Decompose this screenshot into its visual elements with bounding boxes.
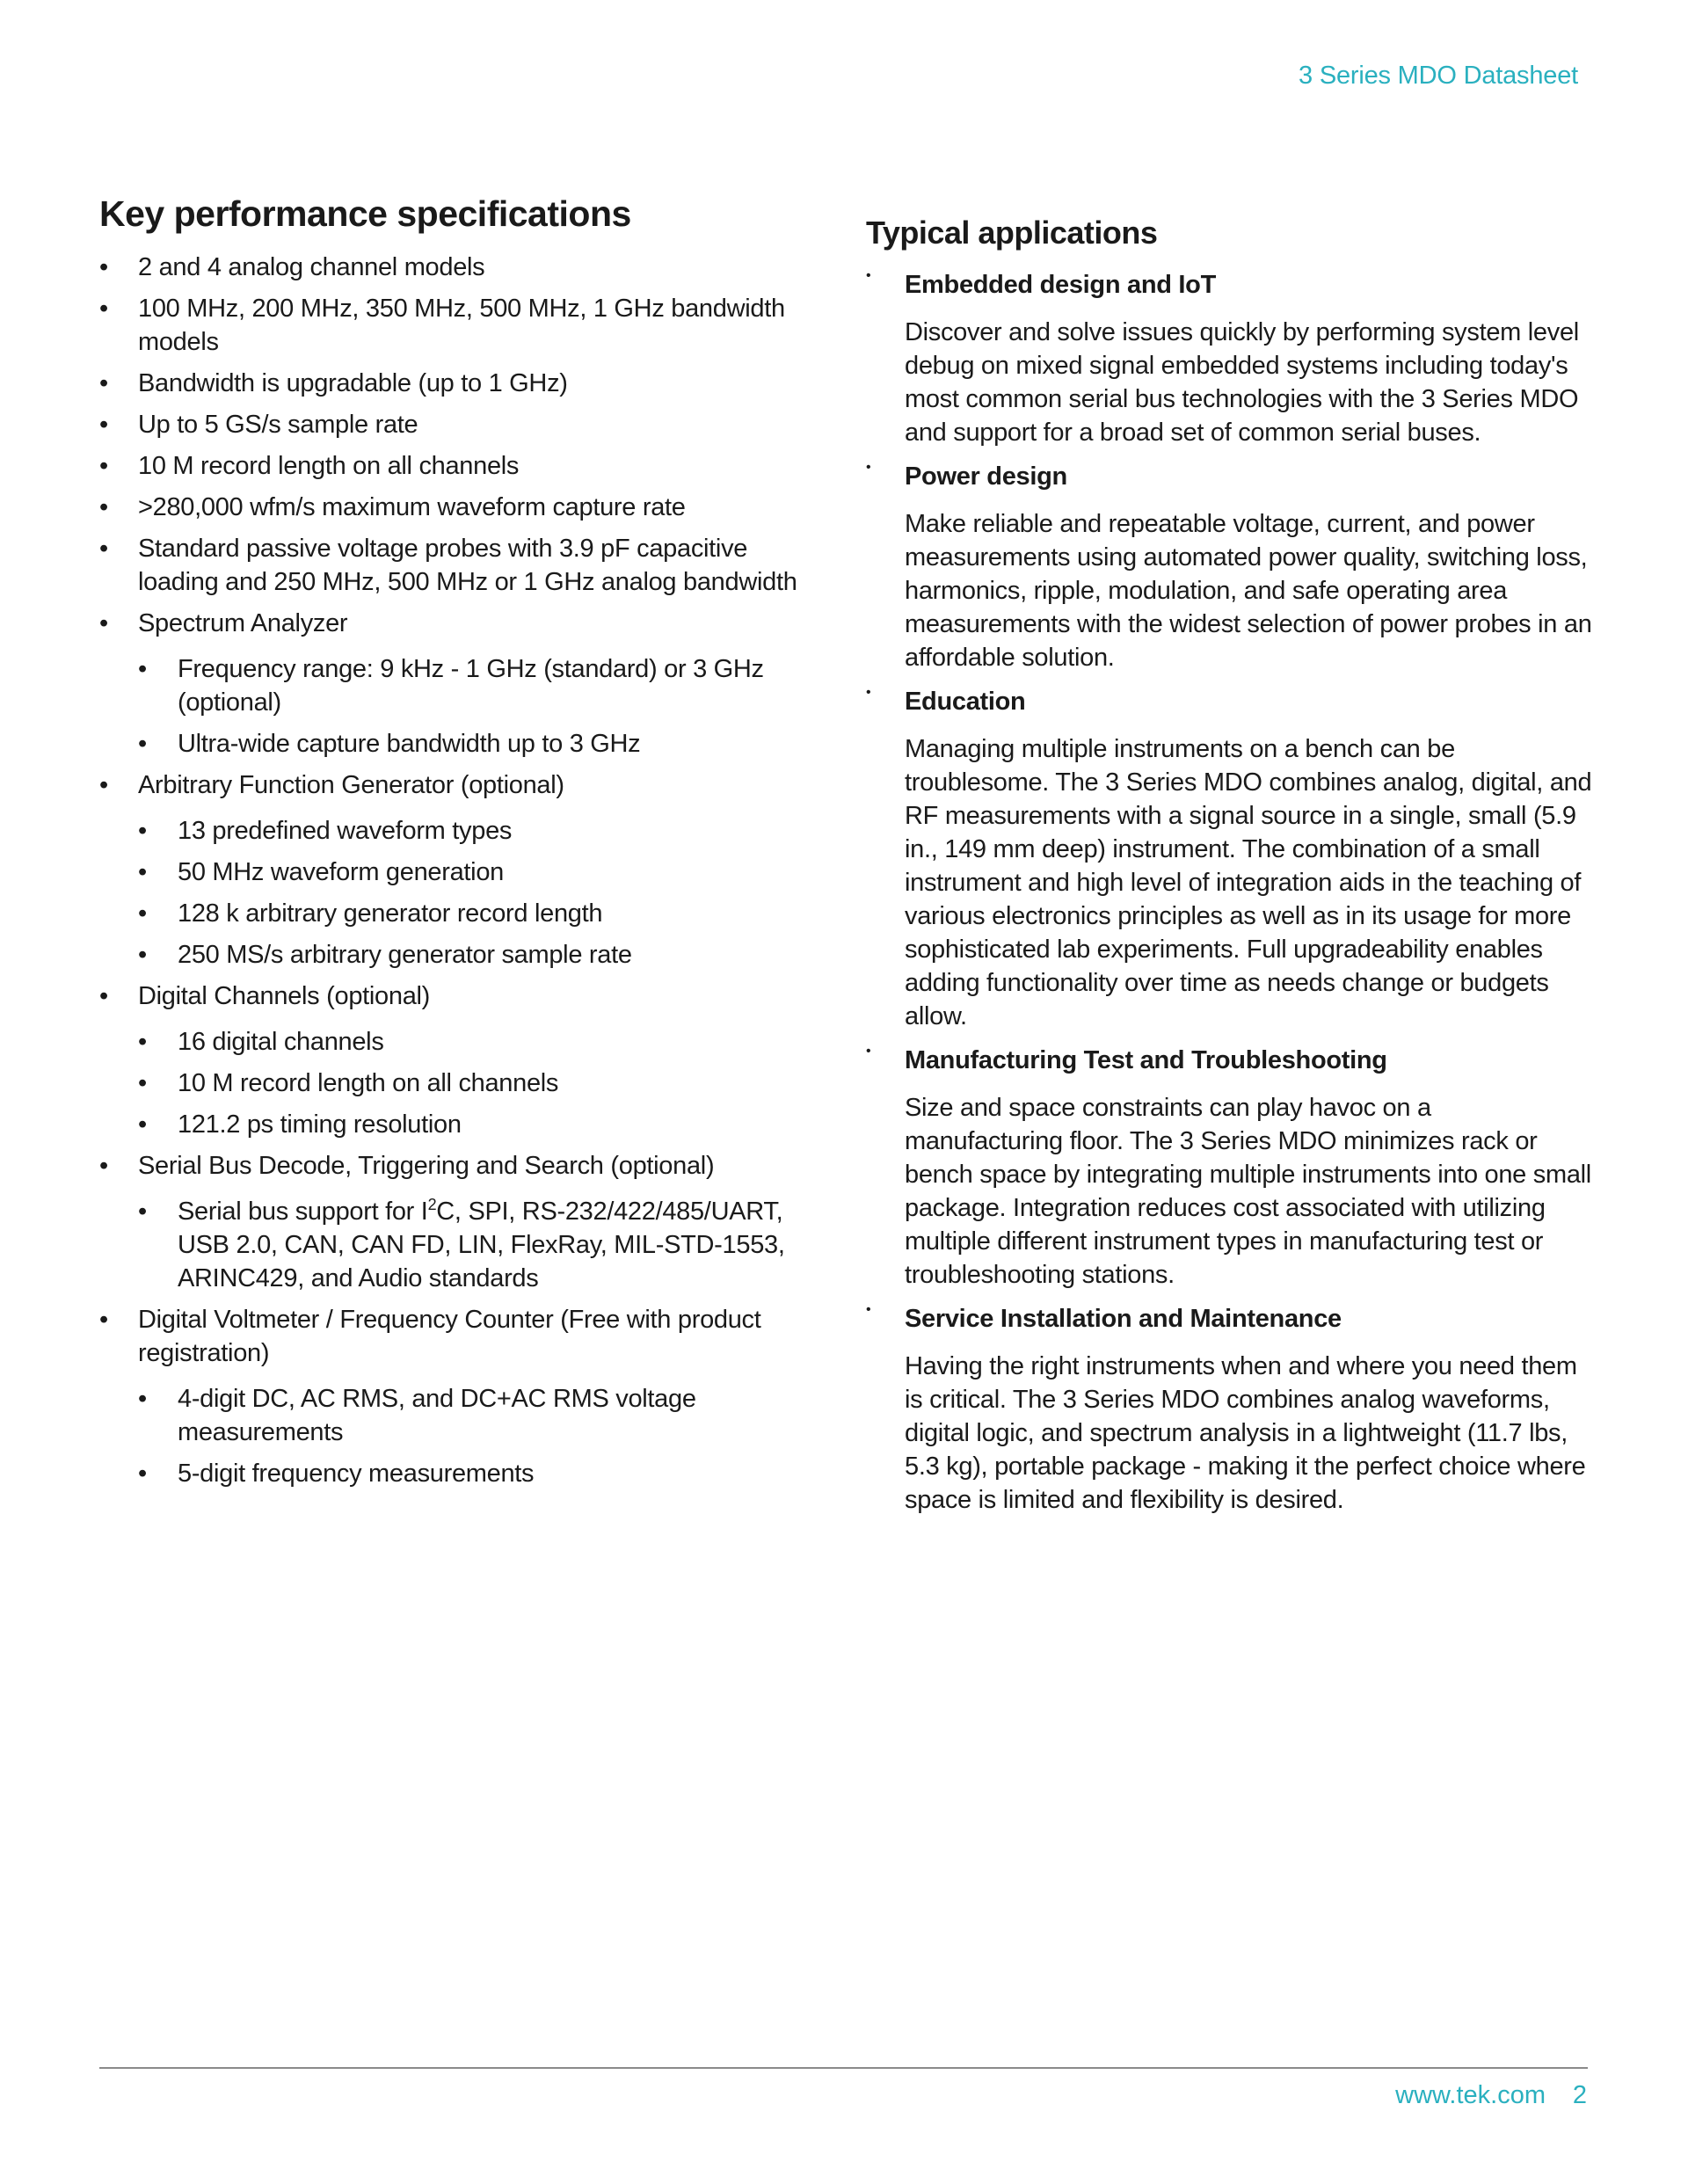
serial-support-superscript: 2	[427, 1196, 437, 1213]
spec-item	[99, 768, 829, 972]
application-title: Power design	[905, 462, 1067, 491]
bullet-marker: •	[138, 1198, 147, 1226]
spec-sub-item-text: Ultra-wide capture bandwidth up to 3 GHz	[178, 730, 641, 758]
document-header-title: 3 Series MDO Datasheet	[1299, 62, 1578, 90]
spec-item-text: 10 M record length on all channels	[138, 452, 520, 480]
spec-sub-item-text: 4-digit DC, AC RMS, and DC+AC RMS voltage measurements	[178, 1385, 696, 1446]
serial-support-prefix: Serial bus support for I	[178, 1198, 428, 1226]
spec-item	[99, 408, 829, 441]
key-specs-list	[99, 251, 829, 1498]
spec-item-text: Up to 5 GS/s sample rate	[138, 411, 418, 439]
spec-item-text: Digital Channels (optional)	[138, 982, 431, 1010]
application-item	[866, 268, 1596, 449]
bullet-marker: •	[866, 1044, 871, 1059]
spec-sub-item-text: 5-digit frequency measurements	[178, 1460, 535, 1488]
bullet-marker: •	[138, 1110, 147, 1139]
spec-sub-item-text: 16 digital channels	[178, 1028, 384, 1056]
spec-sub-item	[138, 814, 829, 848]
spec-sub-item	[138, 1382, 829, 1449]
spec-item-text: Standard passive voltage probes with 3.9 pF capacitive loading and 250 MHz, 500 MHz or 1 GHz analog bandwidth	[138, 535, 797, 596]
bullet-marker: •	[138, 1460, 147, 1488]
application-description: Having the right instruments when and where you need them is critical. The 3 Series MDO combines analog waveforms, digital logic, and spectrum analysis in a lightweight (11.7 lbs, 5.3 kg), portable package - making it the perfect choice where space is limited and flexibility is desired.	[905, 1352, 1586, 1514]
spec-sub-item	[138, 1025, 829, 1059]
bullet-marker: •	[138, 1385, 147, 1413]
bullet-marker: •	[138, 858, 147, 886]
footer-website-link[interactable]: www.tek.com	[1395, 2081, 1546, 2109]
spec-sub-list	[138, 1025, 829, 1141]
bullet-marker: •	[99, 982, 108, 1010]
spec-sub-item-text: 250 MS/s arbitrary generator sample rate	[178, 941, 632, 969]
bullet-marker: •	[99, 411, 108, 439]
spec-item	[99, 251, 829, 284]
application-description: Managing multiple instruments on a bench can be troublesome. The 3 Series MDO combines analog, digital, and RF measurements with a signal source in a single, small (5.9 in., 149 mm deep) instrument. The combination of a small instrument and high level of integration aids in the teaching of various electronics principles as well as in its usage for more sophisticated lab experiments. Full upgradeability enables adding functionality over time as needs change or budgets allow.	[905, 735, 1592, 1030]
bullet-marker: •	[99, 771, 108, 799]
spec-sub-item-text: 10 M record length on all channels	[178, 1069, 559, 1097]
spec-sub-item	[138, 1067, 829, 1100]
bullet-marker: •	[138, 1069, 147, 1097]
spec-sub-item	[138, 652, 829, 719]
application-description: Make reliable and repeatable voltage, current, and power measurements using automated power quality, switching loss, harmonics, ripple, modulation, and safe operating area measurements with the widest selection of power probes in an affordable solution.	[905, 510, 1592, 672]
spec-item-text: >280,000 wfm/s maximum waveform capture rate	[138, 493, 686, 521]
bullet-marker: •	[138, 941, 147, 969]
spec-item	[99, 367, 829, 400]
application-item	[866, 1044, 1596, 1292]
bullet-marker: •	[138, 730, 147, 758]
spec-sub-list	[138, 652, 829, 761]
spec-item-text: Bandwidth is upgradable (up to 1 GHz)	[138, 369, 568, 397]
spec-item	[99, 532, 829, 599]
bullet-marker: •	[866, 460, 871, 475]
spec-sub-item-text: 50 MHz waveform generation	[178, 858, 504, 886]
serial-support-suffix: C, SPI, RS-232/422/485/UART, USB 2.0, CAN, CAN FD, LIN, FlexRay, MIL-STD-1553, ARINC429, and Audio standards	[178, 1198, 785, 1292]
spec-item-text: 2 and 4 analog channel models	[138, 253, 485, 281]
bullet-marker: •	[99, 1306, 108, 1334]
spec-sub-item-text: 13 predefined waveform types	[178, 817, 513, 845]
spec-sub-item-text: Frequency range: 9 kHz - 1 GHz (standard) or 3 GHz (optional)	[178, 655, 764, 717]
application-description: Size and space constraints can play havoc on a manufacturing floor. The 3 Series MDO minimizes rack or bench space by integrating multiple instruments into one small package. Integration reduces cost associated with utilizing multiple different instrument types in manufacturing test or troubleshooting stations.	[905, 1094, 1591, 1289]
bullet-marker: •	[99, 369, 108, 397]
bullet-marker: •	[866, 1302, 871, 1317]
application-title: Manufacturing Test and Troubleshooting	[905, 1046, 1387, 1074]
spec-sub-item	[138, 855, 829, 889]
spec-item-text: Arbitrary Function Generator (optional)	[138, 771, 564, 799]
bullet-marker: •	[99, 493, 108, 521]
spec-sub-list	[138, 1195, 829, 1295]
application-item	[866, 1302, 1596, 1517]
bullet-marker: •	[99, 609, 108, 637]
spec-item	[99, 292, 829, 359]
spec-item	[99, 449, 829, 483]
bullet-marker: •	[138, 817, 147, 845]
spec-item	[99, 607, 829, 761]
bullet-marker: •	[99, 535, 108, 563]
spec-sub-list	[138, 1382, 829, 1490]
spec-sub-item-text: 121.2 ps timing resolution	[178, 1110, 462, 1139]
spec-sub-item-text: 128 k arbitrary generator record length	[178, 899, 603, 928]
bullet-marker: •	[866, 268, 871, 283]
bullet-marker: •	[138, 655, 147, 683]
application-description: Discover and solve issues quickly by performing system level debug on mixed signal embedded systems including today's most common serial bus technologies with the 3 Series MDO and support for a broad set of common serial buses.	[905, 318, 1579, 447]
spec-item-text: Serial Bus Decode, Triggering and Search (optional)	[138, 1152, 715, 1180]
spec-sub-item	[138, 938, 829, 972]
key-specs-heading: Key performance specifications	[99, 193, 631, 234]
typical-applications-list	[866, 268, 1596, 1527]
page-number: 2	[1572, 2081, 1587, 2109]
footer-divider	[99, 2067, 1588, 2069]
typical-applications-heading: Typical applications	[866, 215, 1158, 251]
spec-sub-item	[138, 727, 829, 761]
spec-item-text: Spectrum Analyzer	[138, 609, 348, 637]
spec-sub-item	[138, 1108, 829, 1141]
application-item	[866, 685, 1596, 1033]
spec-item	[99, 1149, 829, 1295]
bullet-marker: •	[138, 899, 147, 928]
application-title: Embedded design and IoT	[905, 271, 1217, 299]
spec-sub-item	[138, 1457, 829, 1490]
spec-item	[99, 979, 829, 1141]
spec-sub-list	[138, 814, 829, 972]
bullet-marker: •	[866, 685, 871, 700]
bullet-marker: •	[99, 295, 108, 323]
bullet-marker: •	[99, 253, 108, 281]
application-item	[866, 460, 1596, 674]
spec-item-text: Digital Voltmeter / Frequency Counter (Free with product registration)	[138, 1306, 761, 1367]
bullet-marker: •	[99, 452, 108, 480]
spec-sub-item-serial-support	[138, 1195, 829, 1295]
application-title: Service Installation and Maintenance	[905, 1305, 1342, 1333]
spec-item-text: 100 MHz, 200 MHz, 350 MHz, 500 MHz, 1 GHz bandwidth models	[138, 295, 785, 356]
application-title: Education	[905, 688, 1026, 716]
bullet-marker: •	[138, 1028, 147, 1056]
bullet-marker: •	[99, 1152, 108, 1180]
spec-item	[99, 1303, 829, 1490]
spec-sub-item	[138, 897, 829, 930]
spec-item	[99, 491, 829, 524]
